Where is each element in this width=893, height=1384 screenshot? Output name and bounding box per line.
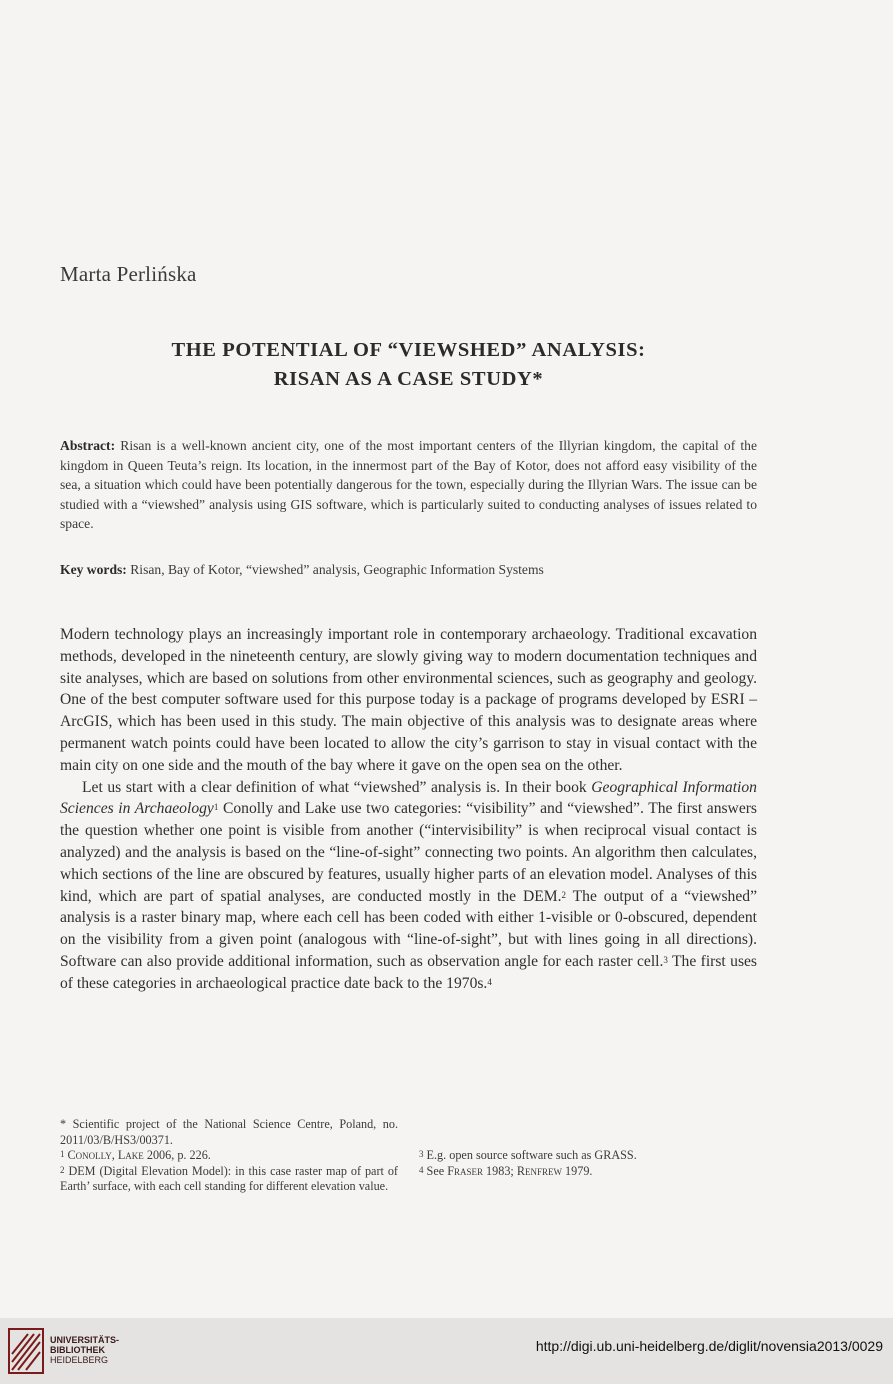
footnote-3-text: E.g. open source software such as GRASS. <box>426 1148 637 1163</box>
keywords-label: Key words: <box>60 562 127 577</box>
paper-title <box>60 336 757 394</box>
library-name-line-1: UNIVERSITÄTS- <box>50 1335 120 1345</box>
footnote-1-rest: 2006, p. 226. <box>146 1148 211 1163</box>
footnote-2-text: DEM (Digital Elevation Model): in this case raster map of part of Earth’ surface, with each cell standing for different elevation value. <box>60 1163 398 1194</box>
footnote-1-author: Conolly, Lake <box>67 1148 144 1163</box>
book-title: Geographical Information Sciences in Archaeology <box>60 778 757 818</box>
footnote-4-number: 4 <box>419 1164 424 1175</box>
title-line-2: RISAN AS A CASE STUDY* <box>273 368 544 390</box>
footnote-3 <box>419 1148 757 1164</box>
footnotes-right-column <box>419 1117 757 1179</box>
author-name: Marta Perlińska <box>60 262 197 286</box>
paragraph-1: Modern technology plays an increasingly important role in contemporary archaeology. Traditional excavation methods, developed in the nineteenth century, are slowly giving way to modern documentation techniques and site analyses, which are based on solutions from other environmental sciences, such as geography and geology. One of the best computer software used for this purpose today is a package of programs developed by ESRI – ArcGIS, which has been used in this study. The main objective of this analysis was to designate areas where permanent watch points could have been located to allow the city’s garrison to stay in visual contact with the main city on one side and the mouth of the bay where it gave on the open sea on the other. <box>60 626 757 774</box>
library-logo-icon <box>8 1328 44 1374</box>
footnote-ref-3[interactable]: 3 <box>663 954 668 965</box>
footnote-star: * Scientific project of the National Science Centre, Poland, no. 2011/03/B/HS3/00371. <box>60 1117 398 1147</box>
footnote-4 <box>419 1164 757 1180</box>
title-line-1: THE POTENTIAL OF “VIEWSHED” ANALYSIS: <box>171 339 646 361</box>
footnote-4-year-2: 1979. <box>565 1163 593 1178</box>
paragraph-2-part-c: The output of a “viewshed” analysis is a raster binary map, where each cell has been coded with either 1-visible or 0-obscured, dependent on the visibility from a given point (analogous with “line-of-sight”, but with lines going in all directions). Software can also provide additional information, such as observation angle for each raster cell. <box>60 887 757 970</box>
footnote-3-number: 3 <box>419 1149 424 1160</box>
paragraph-2 <box>60 777 757 995</box>
paragraph-2-part-d: The first uses of these categories in archaeological practice date back to the 1970s. <box>60 952 757 992</box>
footnote-1-number: 1 <box>60 1149 65 1160</box>
abstract-label: Abstract: <box>60 438 116 453</box>
keywords-text: Risan, Bay of Kotor, “viewshed” analysis, Geographic Information Systems <box>130 562 544 577</box>
digitization-footer <box>0 1318 893 1384</box>
library-name-line-2: BIBLIOTHEK <box>50 1345 105 1355</box>
footnote-2-number: 2 <box>60 1164 65 1175</box>
footnote-1 <box>60 1148 398 1164</box>
source-url-link[interactable]: http://digi.ub.uni-heidelberg.de/diglit/novensia2013/0029 <box>535 1338 883 1354</box>
footnote-ref-4[interactable]: 4 <box>487 976 492 987</box>
abstract-text: Risan is a well-known ancient city, one of the most important centers of the Illyrian kingdom, the capital of the kingdom in Queen Teuta’s reign. Its location, in the innermost part of the Bay of Kotor, does not afford easy visibility of the sea, a situation which could have been potentially dangerous for the town, especially during the Illyrian Wars. The issue can be studied with a “viewshed” analysis using GIS software, which is particularly suited to conducting analyses of issues related to space. <box>60 438 757 532</box>
footnote-4-prefix: See <box>426 1163 445 1178</box>
footnote-4-year-1: 1983; <box>486 1163 514 1178</box>
keywords <box>60 560 757 580</box>
footnote-4-author-1: Fraser <box>447 1163 483 1178</box>
paragraph-2-part-b: Conolly and Lake use two categories: “visibility” and “viewshed”. The first answers the question whether one point is visible from another (“intervisibility” is when reciprocal visual contact is analyzed) and the analysis is based on the “line-of-sight” connecting two points. An algorithm then calculates, which sections of the line are obscured by features, usually higher parts of an elevation model. Analyses of this kind, which are part of spatial analyses, are conducted mostly in the DEM. <box>60 800 758 905</box>
footnotes-left-column <box>60 1117 398 1195</box>
body-text <box>60 624 757 995</box>
footnote-ref-1[interactable]: 1 <box>213 802 219 813</box>
library-name-line-3: HEIDELBERG <box>50 1355 109 1365</box>
paragraph-2-part-a: Let us start with a clear definition of what “viewshed” analysis is. In their book <box>82 778 587 796</box>
footnote-2 <box>60 1164 398 1195</box>
footnote-4-author-2: Renfrew <box>516 1163 562 1178</box>
abstract <box>60 436 757 534</box>
library-name <box>50 1335 119 1365</box>
footnote-ref-2[interactable]: 2 <box>561 889 567 900</box>
